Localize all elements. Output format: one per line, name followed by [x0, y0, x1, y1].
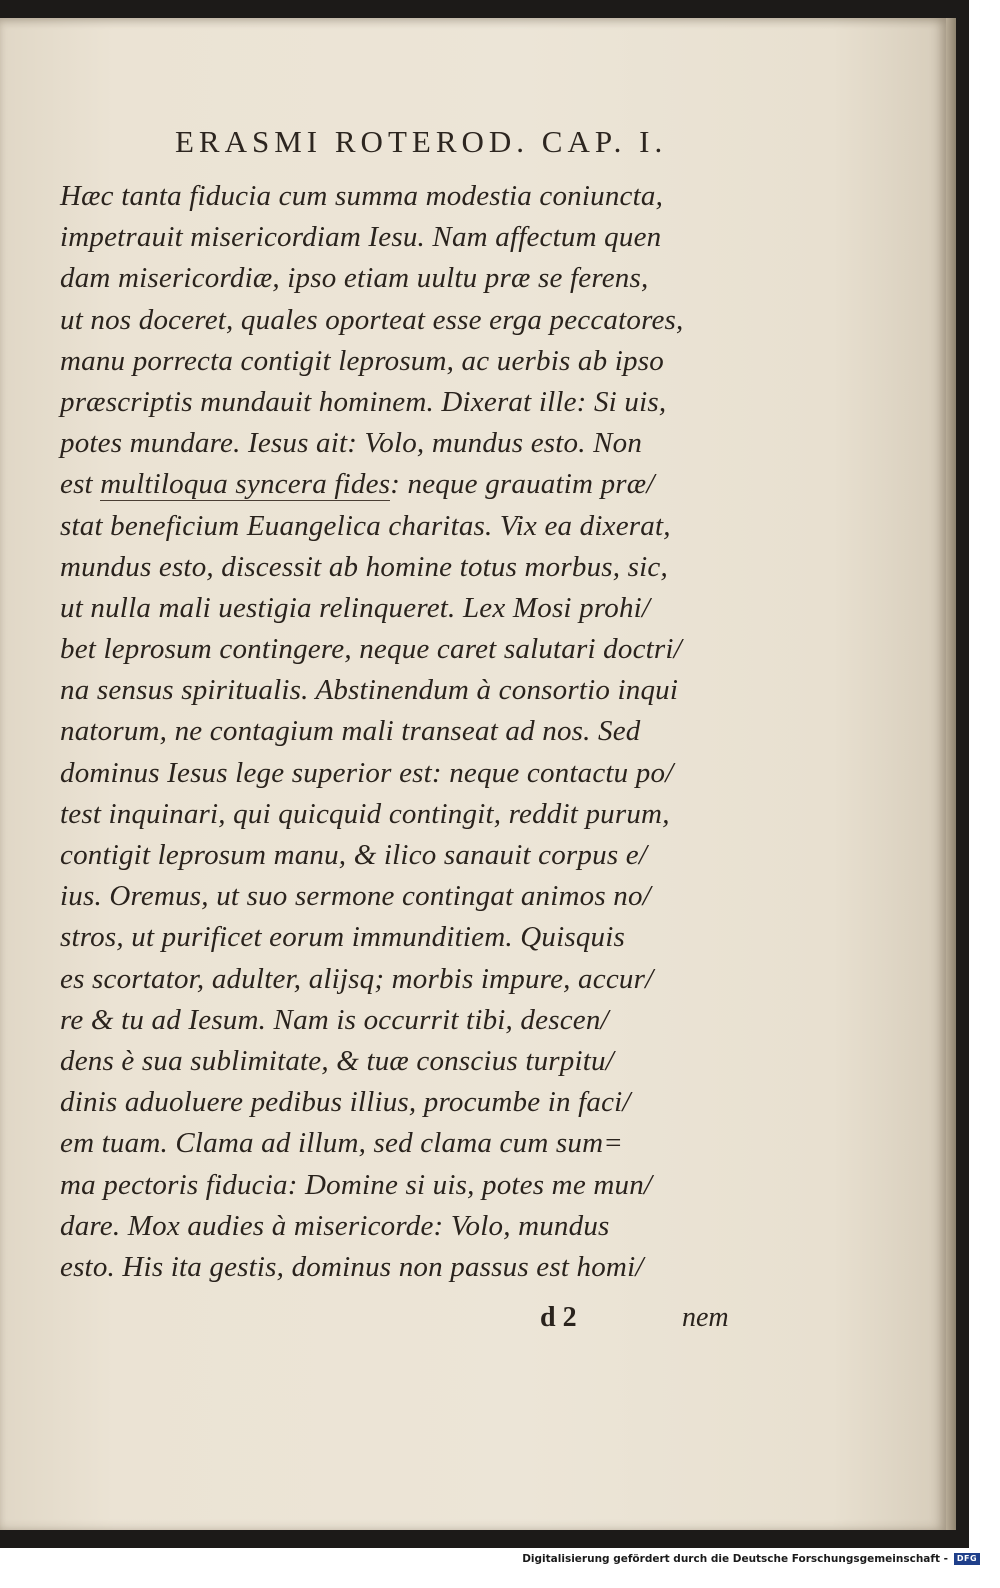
text-line: dam misericordiæ, ipso etiam uultu præ se ferens,: [60, 262, 649, 295]
text-line: ut nulla mali uestigia relinqueret. Lex Mosi prohi/: [60, 591, 651, 624]
page-edge: [946, 18, 956, 1530]
text-line-content: : neque grauatim præ/: [390, 468, 655, 501]
text-line: na sensus spiritualis. Abstinendum à consortio inqui: [60, 674, 679, 707]
text-line: potes mundare. Iesus ait: Volo, mundus esto. Non: [60, 427, 643, 460]
body-text: [60, 176, 740, 1288]
text-line: ius. Oremus, ut suo sermone contingat animos no/: [60, 880, 651, 913]
text-line: Hæc tanta fiducia cum summa modestia coniuncta,: [60, 180, 664, 212]
text-line: dare. Mox audies à misericorde: Volo, mundus: [60, 1209, 610, 1242]
text-line: dinis aduoluere pedibus illius, procumbe in faci/: [60, 1086, 631, 1119]
text-line: re & tu ad Iesum. Nam is occurrit tibi, descen/: [60, 1003, 609, 1036]
dfg-logo: DFG: [954, 1553, 980, 1565]
text-line: esto. His ita gestis, dominus non passus est homi/: [60, 1250, 644, 1283]
text-line: ut nos doceret, quales oporteat esse erga peccatores,: [60, 303, 684, 336]
funding-credit: Digitalisierung gefördert durch die Deutsche Forschungsgemeinschaft -: [522, 1553, 948, 1565]
text-line: stros, ut purificet eorum immunditiem. Quisquis: [60, 921, 625, 954]
text-line: dens è sua sublimitate, & tuæ conscius turpitu/: [60, 1044, 614, 1077]
text-line: natorum, ne contagium mali transeat ad nos. Sed: [60, 715, 641, 748]
running-head: ERASMI ROTEROD. CAP. I.: [175, 124, 668, 159]
text-line: impetrauit misericordiam Iesu. Nam affectum quen: [60, 221, 662, 254]
text-line: bet leprosum contingere, neque caret salutari doctri/: [60, 633, 682, 666]
text-line: mundus esto, discessit ab homine totus morbus, sic,: [60, 550, 668, 583]
text-line-prefix: est: [60, 468, 101, 501]
text-line: contigit leprosum manu, & ilico sanauit corpus e/: [60, 839, 648, 871]
text-line: es scortator, adulter, alijsq; morbis impure, accur/: [60, 962, 654, 995]
text-line-underlined: [60, 464, 740, 505]
text-line: stat beneficium Euangelica charitas. Vix ea dixerat,: [60, 509, 671, 542]
text-line: em tuam. Clama ad illum, sed clama cum sum=: [60, 1127, 624, 1160]
underline-mark: multiloqua syncera fides: [100, 468, 391, 501]
text-line: dominus Iesus lege superior est: neque contactu po/: [60, 756, 674, 789]
text-line: manu porrecta contigit leprosum, ac uerbis ab ipso: [60, 344, 664, 377]
text-line: ma pectoris fiducia: Domine si uis, potes me mun/: [60, 1168, 653, 1201]
text-line: præscriptis mundauit hominem. Dixerat ille: Si uis,: [60, 385, 667, 418]
signature-mark: d 2: [540, 1302, 577, 1333]
catchword: nem: [682, 1302, 729, 1333]
text-line: test inquinari, qui quicquid contingit, reddit purum,: [60, 797, 670, 830]
